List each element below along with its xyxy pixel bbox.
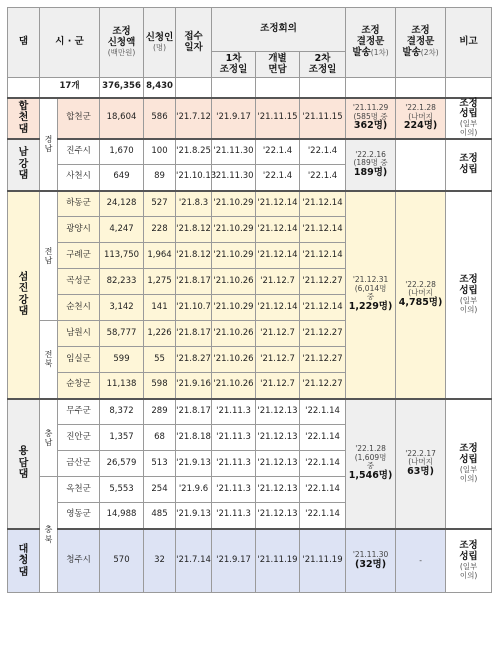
city-cell: 무주군 bbox=[58, 399, 100, 425]
meeting1-date-cell: '21.10.26 bbox=[212, 269, 256, 295]
meeting1-date-cell: '21.11.30 bbox=[212, 165, 256, 191]
meeting2-date-cell: '22.1.4 bbox=[300, 139, 346, 165]
meeting2-date-cell: '21.12.14 bbox=[300, 191, 346, 217]
province-name: 충 남 bbox=[40, 399, 58, 477]
applicants-cell: 1,275 bbox=[144, 269, 176, 295]
individual-meeting-cell: '21.12.13 bbox=[256, 477, 300, 503]
meeting1-date-cell: '21.10.26 bbox=[212, 321, 256, 347]
receipt-date-cell: '21.8.17 bbox=[176, 399, 212, 425]
dam-name: 합 천 댐 bbox=[8, 98, 40, 139]
meeting2-date-cell: '21.11.15 bbox=[300, 98, 346, 139]
province-name: 경 남 bbox=[40, 98, 58, 191]
meeting2-date-cell: '22.1.14 bbox=[300, 425, 346, 451]
city-cell: 합천군 bbox=[58, 98, 100, 139]
individual-meeting-cell: '22.1.4 bbox=[256, 139, 300, 165]
meeting1-date-cell: '21.11.3 bbox=[212, 503, 256, 529]
total-empty-6 bbox=[396, 78, 446, 98]
meeting1-date-cell: '21.11.30 bbox=[212, 139, 256, 165]
remark-cell: 조정 성립 (일부 이의) bbox=[446, 191, 492, 399]
meeting2-date-cell: '22.1.14 bbox=[300, 503, 346, 529]
city-cell: 진주시 bbox=[58, 139, 100, 165]
remark-cell: 조정 성립 bbox=[446, 139, 492, 191]
amount-cell: 113,750 bbox=[100, 243, 144, 269]
total-empty-7 bbox=[446, 78, 492, 98]
amount-cell: 570 bbox=[100, 529, 144, 593]
total-empty-2 bbox=[212, 78, 256, 98]
individual-meeting-cell: '21.11.15 bbox=[256, 98, 300, 139]
meeting1-date-cell: '21.10.26 bbox=[212, 347, 256, 373]
remark-cell: 조정 성립 (일부 이의) bbox=[446, 399, 492, 529]
dam-name: 섬 진 강 댐 bbox=[8, 191, 40, 399]
individual-meeting-cell: '21.11.19 bbox=[256, 529, 300, 593]
dam-name: 용 담 댐 bbox=[8, 399, 40, 529]
city-cell: 영동군 bbox=[58, 503, 100, 529]
total-blank bbox=[8, 78, 40, 98]
province-name: 전 북 bbox=[40, 321, 58, 399]
table-row bbox=[8, 98, 492, 139]
meeting2-date-cell: '22.1.4 bbox=[300, 165, 346, 191]
applicants-cell: 55 bbox=[144, 347, 176, 373]
total-empty-3 bbox=[256, 78, 300, 98]
receipt-date-cell: '21.8.3 bbox=[176, 191, 212, 217]
header-dam: 댐 bbox=[8, 8, 40, 78]
decision1-cell: '21.11.29 (585명 중 362명) bbox=[346, 98, 396, 139]
receipt-date-cell: '21.7.14 bbox=[176, 529, 212, 593]
table-row bbox=[8, 191, 492, 217]
remark-cell: 조정 성립 (일부 이의) bbox=[446, 529, 492, 593]
applicants-cell: 289 bbox=[144, 399, 176, 425]
meeting2-date-cell: '21.12.14 bbox=[300, 217, 346, 243]
individual-meeting-cell: '21.12.14 bbox=[256, 295, 300, 321]
applicants-cell: 254 bbox=[144, 477, 176, 503]
receipt-date-cell: '21.8.18 bbox=[176, 425, 212, 451]
dam-name: 대 청 댐 bbox=[8, 529, 40, 593]
receipt-date-cell: '21.8.25 bbox=[176, 139, 212, 165]
amount-cell: 1,670 bbox=[100, 139, 144, 165]
amount-cell: 649 bbox=[100, 165, 144, 191]
header-decision2: 조정 결정문 발송(2차) bbox=[396, 8, 446, 78]
city-cell: 옥천군 bbox=[58, 477, 100, 503]
header-row bbox=[8, 8, 492, 52]
meeting1-date-cell: '21.10.26 bbox=[212, 373, 256, 399]
individual-meeting-cell: '21.12.7 bbox=[256, 347, 300, 373]
meeting1-date-cell: '21.11.3 bbox=[212, 399, 256, 425]
mediation-status-table-container bbox=[7, 7, 492, 593]
header-receipt: 접수 일자 bbox=[176, 8, 212, 78]
city-cell: 하동군 bbox=[58, 191, 100, 217]
mediation-status-table bbox=[7, 7, 492, 593]
meeting2-date-cell: '21.12.14 bbox=[300, 243, 346, 269]
total-row bbox=[8, 78, 492, 98]
city-cell: 금산군 bbox=[58, 451, 100, 477]
decision2-cell: '22.2.17 (나머지 63명) bbox=[396, 399, 446, 529]
header-applicants: 신청인 (명) bbox=[144, 8, 176, 78]
header-remarks: 비고 bbox=[446, 8, 492, 78]
amount-cell: 3,142 bbox=[100, 295, 144, 321]
individual-meeting-cell: '21.12.7 bbox=[256, 373, 300, 399]
table-row bbox=[8, 529, 492, 593]
city-cell: 임실군 bbox=[58, 347, 100, 373]
decision1-cell: '22.1.28 (1,609명 중 1,546명) bbox=[346, 399, 396, 529]
city-cell: 구례군 bbox=[58, 243, 100, 269]
city-cell: 순천시 bbox=[58, 295, 100, 321]
individual-meeting-cell: '21.12.13 bbox=[256, 503, 300, 529]
receipt-date-cell: '21.9.6 bbox=[176, 477, 212, 503]
meeting2-date-cell: '21.12.14 bbox=[300, 295, 346, 321]
amount-cell: 8,372 bbox=[100, 399, 144, 425]
applicants-cell: 485 bbox=[144, 503, 176, 529]
individual-meeting-cell: '21.12.7 bbox=[256, 321, 300, 347]
meeting2-date-cell: '21.12.27 bbox=[300, 321, 346, 347]
receipt-date-cell: '21.9.16 bbox=[176, 373, 212, 399]
receipt-date-cell: '21.10.7 bbox=[176, 295, 212, 321]
province-name: 전 남 bbox=[40, 191, 58, 321]
receipt-date-cell: '21.8.17 bbox=[176, 321, 212, 347]
total-empty-4 bbox=[300, 78, 346, 98]
applicants-cell: 1,226 bbox=[144, 321, 176, 347]
individual-meeting-cell: '21.12.7 bbox=[256, 269, 300, 295]
total-empty-1 bbox=[176, 78, 212, 98]
applicants-cell: 32 bbox=[144, 529, 176, 593]
amount-cell: 4,247 bbox=[100, 217, 144, 243]
applicants-cell: 228 bbox=[144, 217, 176, 243]
receipt-date-cell: '21.8.17 bbox=[176, 269, 212, 295]
applicants-cell: 100 bbox=[144, 139, 176, 165]
decision1-cell: '22.2.16 (189명 중 189명) bbox=[346, 139, 396, 191]
remark-cell: 조정 성립 (일부 이의) bbox=[446, 98, 492, 139]
header-decision1: 조정 결정문 발송(1차) bbox=[346, 8, 396, 78]
amount-cell: 58,777 bbox=[100, 321, 144, 347]
amount-cell: 599 bbox=[100, 347, 144, 373]
individual-meeting-cell: '22.1.4 bbox=[256, 165, 300, 191]
receipt-date-cell: '21.8.12 bbox=[176, 217, 212, 243]
meeting2-date-cell: '22.1.14 bbox=[300, 399, 346, 425]
amount-cell: 11,138 bbox=[100, 373, 144, 399]
applicants-cell: 1,964 bbox=[144, 243, 176, 269]
amount-cell: 24,128 bbox=[100, 191, 144, 217]
meeting1-date-cell: '21.10.29 bbox=[212, 191, 256, 217]
meeting1-date-cell: '21.10.29 bbox=[212, 217, 256, 243]
receipt-date-cell: '21.7.12 bbox=[176, 98, 212, 139]
receipt-date-cell: '21.8.12 bbox=[176, 243, 212, 269]
decision2-cell: '22.1.28 (나머지 224명) bbox=[396, 98, 446, 139]
total-amount: 376,356 bbox=[100, 78, 144, 98]
amount-cell: 1,357 bbox=[100, 425, 144, 451]
meeting2-date-cell: '21.12.27 bbox=[300, 373, 346, 399]
meeting1-date-cell: '21.11.3 bbox=[212, 425, 256, 451]
meeting2-date-cell: '22.1.14 bbox=[300, 477, 346, 503]
decision2-cell bbox=[396, 139, 446, 191]
decision1-cell: '21.11.30 (32명) bbox=[346, 529, 396, 593]
meeting1-date-cell: '21.9.17 bbox=[212, 529, 256, 593]
meeting1-date-cell: '21.9.17 bbox=[212, 98, 256, 139]
individual-meeting-cell: '21.12.13 bbox=[256, 399, 300, 425]
province-name: 충 북 bbox=[40, 477, 58, 593]
meeting2-date-cell: '21.12.27 bbox=[300, 347, 346, 373]
decision2-cell: '22.2.28 (나머지 4,785명) bbox=[396, 191, 446, 399]
city-cell: 순창군 bbox=[58, 373, 100, 399]
applicants-cell: 527 bbox=[144, 191, 176, 217]
header-amount: 조정 신청액 (백만원) bbox=[100, 8, 144, 78]
city-cell: 광양시 bbox=[58, 217, 100, 243]
receipt-date-cell: '21.9.13 bbox=[176, 451, 212, 477]
meeting2-date-cell: '22.1.14 bbox=[300, 451, 346, 477]
meeting1-date-cell: '21.10.29 bbox=[212, 243, 256, 269]
applicants-cell: 598 bbox=[144, 373, 176, 399]
individual-meeting-cell: '21.12.14 bbox=[256, 191, 300, 217]
header-meeting1: 1차 조정일 bbox=[212, 52, 256, 78]
individual-meeting-cell: '21.12.13 bbox=[256, 425, 300, 451]
total-applicants: 8,430 bbox=[144, 78, 176, 98]
applicants-cell: 141 bbox=[144, 295, 176, 321]
decision2-cell: - bbox=[396, 529, 446, 593]
amount-cell: 26,579 bbox=[100, 451, 144, 477]
meeting1-date-cell: '21.11.3 bbox=[212, 451, 256, 477]
total-empty-5 bbox=[346, 78, 396, 98]
header-city: 시 · 군 bbox=[40, 8, 100, 78]
decision1-cell: '21.12.31 (6,014명 중 1,229명) bbox=[346, 191, 396, 399]
applicants-cell: 89 bbox=[144, 165, 176, 191]
table-row bbox=[8, 139, 492, 165]
table-row bbox=[8, 399, 492, 425]
header-meeting: 조정회의 bbox=[212, 8, 346, 52]
individual-meeting-cell: '21.12.14 bbox=[256, 243, 300, 269]
dam-name: 남 강 댐 bbox=[8, 139, 40, 191]
applicants-cell: 513 bbox=[144, 451, 176, 477]
receipt-date-cell: '21.8.27 bbox=[176, 347, 212, 373]
amount-cell: 5,553 bbox=[100, 477, 144, 503]
applicants-cell: 68 bbox=[144, 425, 176, 451]
total-count: 17개 bbox=[40, 78, 100, 98]
meeting2-date-cell: '21.11.19 bbox=[300, 529, 346, 593]
receipt-date-cell: '21.9.13 bbox=[176, 503, 212, 529]
header-individual: 개별 면담 bbox=[256, 52, 300, 78]
meeting1-date-cell: '21.10.29 bbox=[212, 295, 256, 321]
city-cell: 사천시 bbox=[58, 165, 100, 191]
city-cell: 진안군 bbox=[58, 425, 100, 451]
meeting2-date-cell: '21.12.27 bbox=[300, 269, 346, 295]
amount-cell: 18,604 bbox=[100, 98, 144, 139]
individual-meeting-cell: '21.12.13 bbox=[256, 451, 300, 477]
city-cell: 청주시 bbox=[58, 529, 100, 593]
header-meeting2: 2차 조정일 bbox=[300, 52, 346, 78]
individual-meeting-cell: '21.12.14 bbox=[256, 217, 300, 243]
receipt-date-cell: '21.10.13 bbox=[176, 165, 212, 191]
amount-cell: 14,988 bbox=[100, 503, 144, 529]
meeting1-date-cell: '21.11.3 bbox=[212, 477, 256, 503]
city-cell: 곡성군 bbox=[58, 269, 100, 295]
amount-cell: 82,233 bbox=[100, 269, 144, 295]
city-cell: 남원시 bbox=[58, 321, 100, 347]
applicants-cell: 586 bbox=[144, 98, 176, 139]
